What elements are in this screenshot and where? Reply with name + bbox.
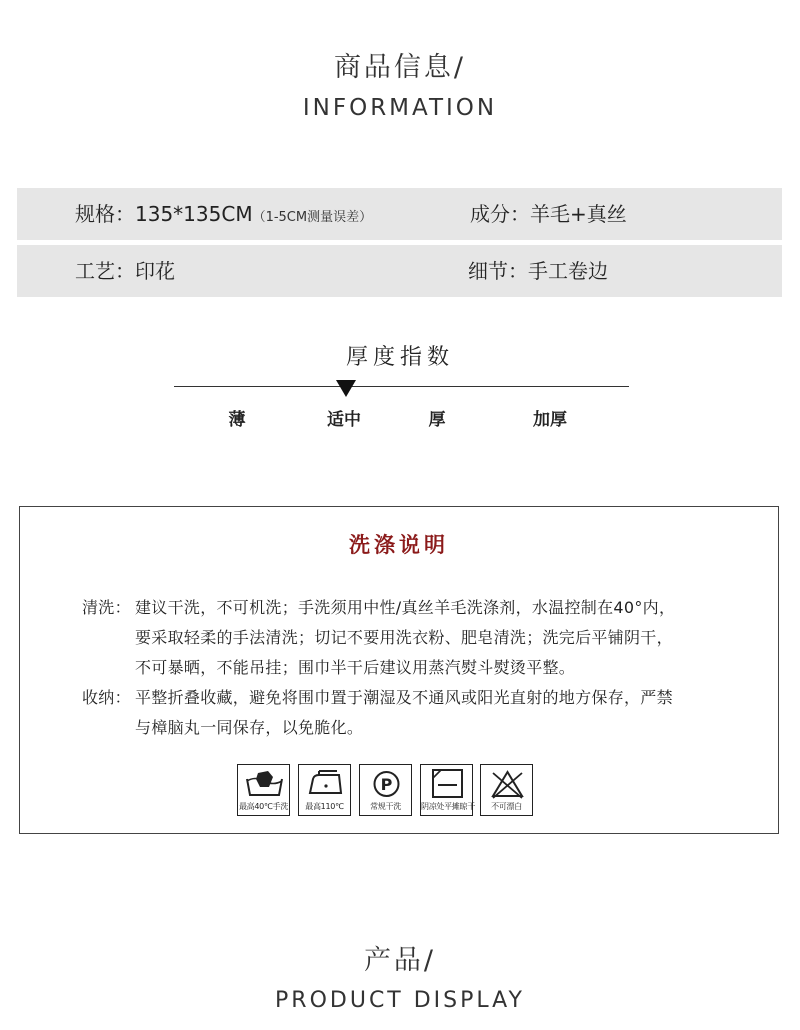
hand-wash-icon bbox=[237, 764, 290, 816]
material-cell: 成分：羊毛+真丝 bbox=[470, 202, 627, 226]
section-subtitle-info: INFORMATION bbox=[302, 95, 498, 121]
dry-clean-symbol: P bbox=[380, 775, 393, 794]
no-bleach-caption: 不可漂白 bbox=[491, 802, 522, 811]
info-row-2 bbox=[17, 245, 782, 297]
section-title-product: 产品/ bbox=[363, 945, 437, 976]
spec-value: 135*135CM bbox=[135, 202, 253, 226]
info-row-1 bbox=[17, 188, 782, 240]
hand-wash-caption: 最高40℃手洗 bbox=[238, 802, 289, 811]
detail-cell: 细节：手工卷边 bbox=[468, 259, 608, 283]
care-instructions-box bbox=[19, 506, 779, 834]
thickness-marker-icon bbox=[336, 380, 356, 397]
thickness-level-medium: 适中 bbox=[327, 410, 361, 430]
storage-line-2: 与樟脑丸一同保存，以免脆化。 bbox=[135, 718, 364, 737]
wash-line-1: 建议干洗，不可机洗；手洗须用中性/真丝羊毛洗涤剂，水温控制在40°内， bbox=[135, 598, 676, 617]
care-title: 洗涤说明 bbox=[349, 533, 449, 557]
spec-cell bbox=[75, 188, 372, 240]
wash-line-3: 不可暴晒，不能吊挂；围巾半干后建议用蒸汽熨斗熨烫平整。 bbox=[135, 658, 576, 677]
storage-line-1: 平整折叠收藏，避免将围巾置于潮湿及不通风或阳光直射的地方保存，严禁 bbox=[135, 688, 673, 707]
wash-line-2: 要采取轻柔的手法清洗；切记不要用洗衣粉、肥皂清洗；洗完后平铺阴干， bbox=[135, 628, 673, 647]
section-subtitle-product: PRODUCT DISPLAY bbox=[275, 988, 525, 1013]
thickness-title: 厚度指数 bbox=[345, 345, 454, 370]
no-bleach-icon bbox=[480, 764, 533, 816]
wash-label: 清洗： bbox=[82, 598, 131, 617]
thickness-level-thick: 厚 bbox=[428, 410, 446, 430]
thickness-level-thin: 薄 bbox=[228, 410, 246, 430]
flat-dry-caption: 阴凉处平摊晾干 bbox=[421, 802, 475, 811]
dry-clean-caption: 常规干洗 bbox=[370, 802, 401, 811]
storage-label: 收纳： bbox=[82, 688, 131, 707]
section-title-info: 商品信息/ bbox=[333, 52, 467, 83]
dry-clean-icon bbox=[359, 764, 412, 816]
iron-icon bbox=[298, 764, 351, 816]
care-icon-group bbox=[237, 764, 533, 816]
iron-caption: 最高110℃ bbox=[305, 802, 344, 811]
flat-dry-icon bbox=[420, 764, 473, 816]
thickness-scale-line bbox=[174, 386, 629, 387]
spec-note: （1-5CM测量误差） bbox=[252, 210, 373, 225]
craft-cell: 工艺：印花 bbox=[75, 259, 175, 283]
thickness-level-extra-thick: 加厚 bbox=[533, 410, 567, 430]
spec-label: 规格： bbox=[75, 202, 135, 226]
